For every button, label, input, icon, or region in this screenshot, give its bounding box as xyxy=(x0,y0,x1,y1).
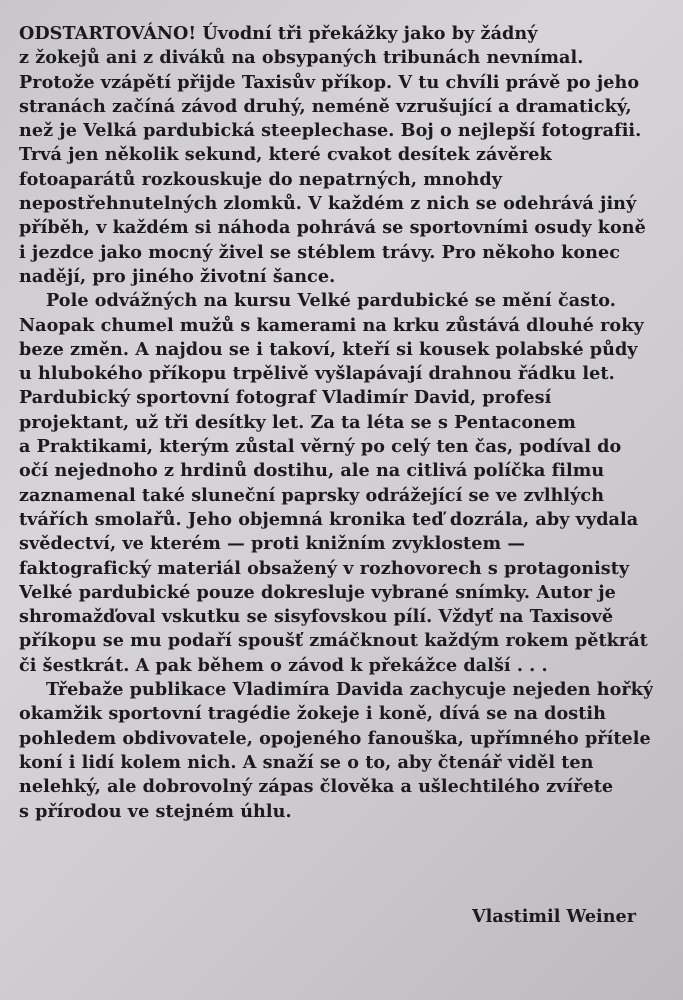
text-line: či šestkrát. A pak během o závod k překážce další . . . xyxy=(19,654,548,676)
text-line: i jezdce jako mocný živel se stéblem trávy. Pro někoho konec xyxy=(19,241,620,263)
text-line: Pole odvážných na kursu Velké pardubické se mění často. xyxy=(46,290,616,312)
text-line: shromažďoval vskutku se sisyfovskou pílí. Vždyť na Taxisově xyxy=(19,606,614,628)
body-text xyxy=(19,22,653,824)
text-line: s přírodou ve stejném úhlu. xyxy=(19,800,292,822)
text-line: příběh, v každém si náhoda pohrává se sportovními osudy koně xyxy=(19,217,646,239)
paragraph-1 xyxy=(19,22,653,289)
text-line: Naopak chumel mužů s kamerami na krku zůstává dlouhé roky xyxy=(19,314,644,336)
text-line: pohledem obdivovatele, opojeného fanouška, upřímného přítele xyxy=(19,727,651,749)
text-line: Pardubický sportovní fotograf Vladimír David, profesí xyxy=(19,387,552,409)
text-line: nelehký, ale dobrovolný zápas člověka a ušlechtilého zvířete xyxy=(19,776,614,798)
text-line: nadějí, pro jiného životní šance. xyxy=(19,265,336,287)
text-line: fotoaparátů rozkouskuje do nepatrných, mnohdy xyxy=(19,168,502,190)
author-signature: Vlastimil Weiner xyxy=(471,906,636,927)
text-line: než je Velká pardubická steeplechase. Boj o nejlepší fotografii. xyxy=(19,120,642,142)
text-line: Třebaže publikace Vladimíra Davida zachycuje nejeden hořký xyxy=(46,679,653,701)
text-line: ODSTARTOVÁNO! Úvodní tři překážky jako by žádný xyxy=(19,23,538,44)
text-line: beze změn. A najdou se i takoví, kteří si kousek polabské půdy xyxy=(19,338,638,360)
text-line: Protože vzápětí přijde Taxisův příkop. V tu chvíli právě po jeho xyxy=(19,71,640,93)
text-line: z žokejů ani z diváků na obsypaných tribunách nevnímal. xyxy=(19,47,584,69)
text-line: Trvá jen několik sekund, které cvakot desítek závěrek xyxy=(19,144,552,166)
text-line: stranách začíná závod druhý, neméně vzrušující a dramatický, xyxy=(19,95,632,117)
text-line: faktografický materiál obsažený v rozhovorech s protagonisty xyxy=(19,557,630,579)
text-line: nepostřehnutelných zlomků. V každém z nich se odehrává jiný xyxy=(19,193,637,215)
text-line: svědectví, ve kterém — proti knižním zvyklostem — xyxy=(19,533,525,555)
paragraph-3 xyxy=(19,678,653,824)
text-line: tvářích smolařů. Jeho objemná kronika teď dozrála, aby vydala xyxy=(19,508,639,530)
text-line: příkopu se mu podaří spoušť zmáčknout každým rokem pětkrát xyxy=(19,630,648,652)
text-line: a Praktikami, kterým zůstal věrný po celý ten čas, podíval do xyxy=(19,436,622,458)
text-line: okamžik sportovní tragédie žokeje i koně, dívá se na dostih xyxy=(19,703,606,725)
paragraph-2 xyxy=(19,289,653,678)
text-line: Velké pardubické pouze dokresluje vybrané snímky. Autor je xyxy=(19,581,616,603)
text-line: projektant, už tři desítky let. Za ta léta se s Pentaconem xyxy=(19,411,576,433)
text-line: u hlubokého příkopu trpělivě vyšlapávají drahnou řádku let. xyxy=(19,363,615,385)
text-line: očí nejednoho z hrdinů dostihu, ale na citlivá políčka filmu xyxy=(19,460,605,482)
text-line: zaznamenal také sluneční paprsky odrážející se ve zvlhlých xyxy=(19,484,605,506)
text-line: koní i lidí kolem nich. A snaží se o to, aby čtenář viděl ten xyxy=(19,751,594,773)
